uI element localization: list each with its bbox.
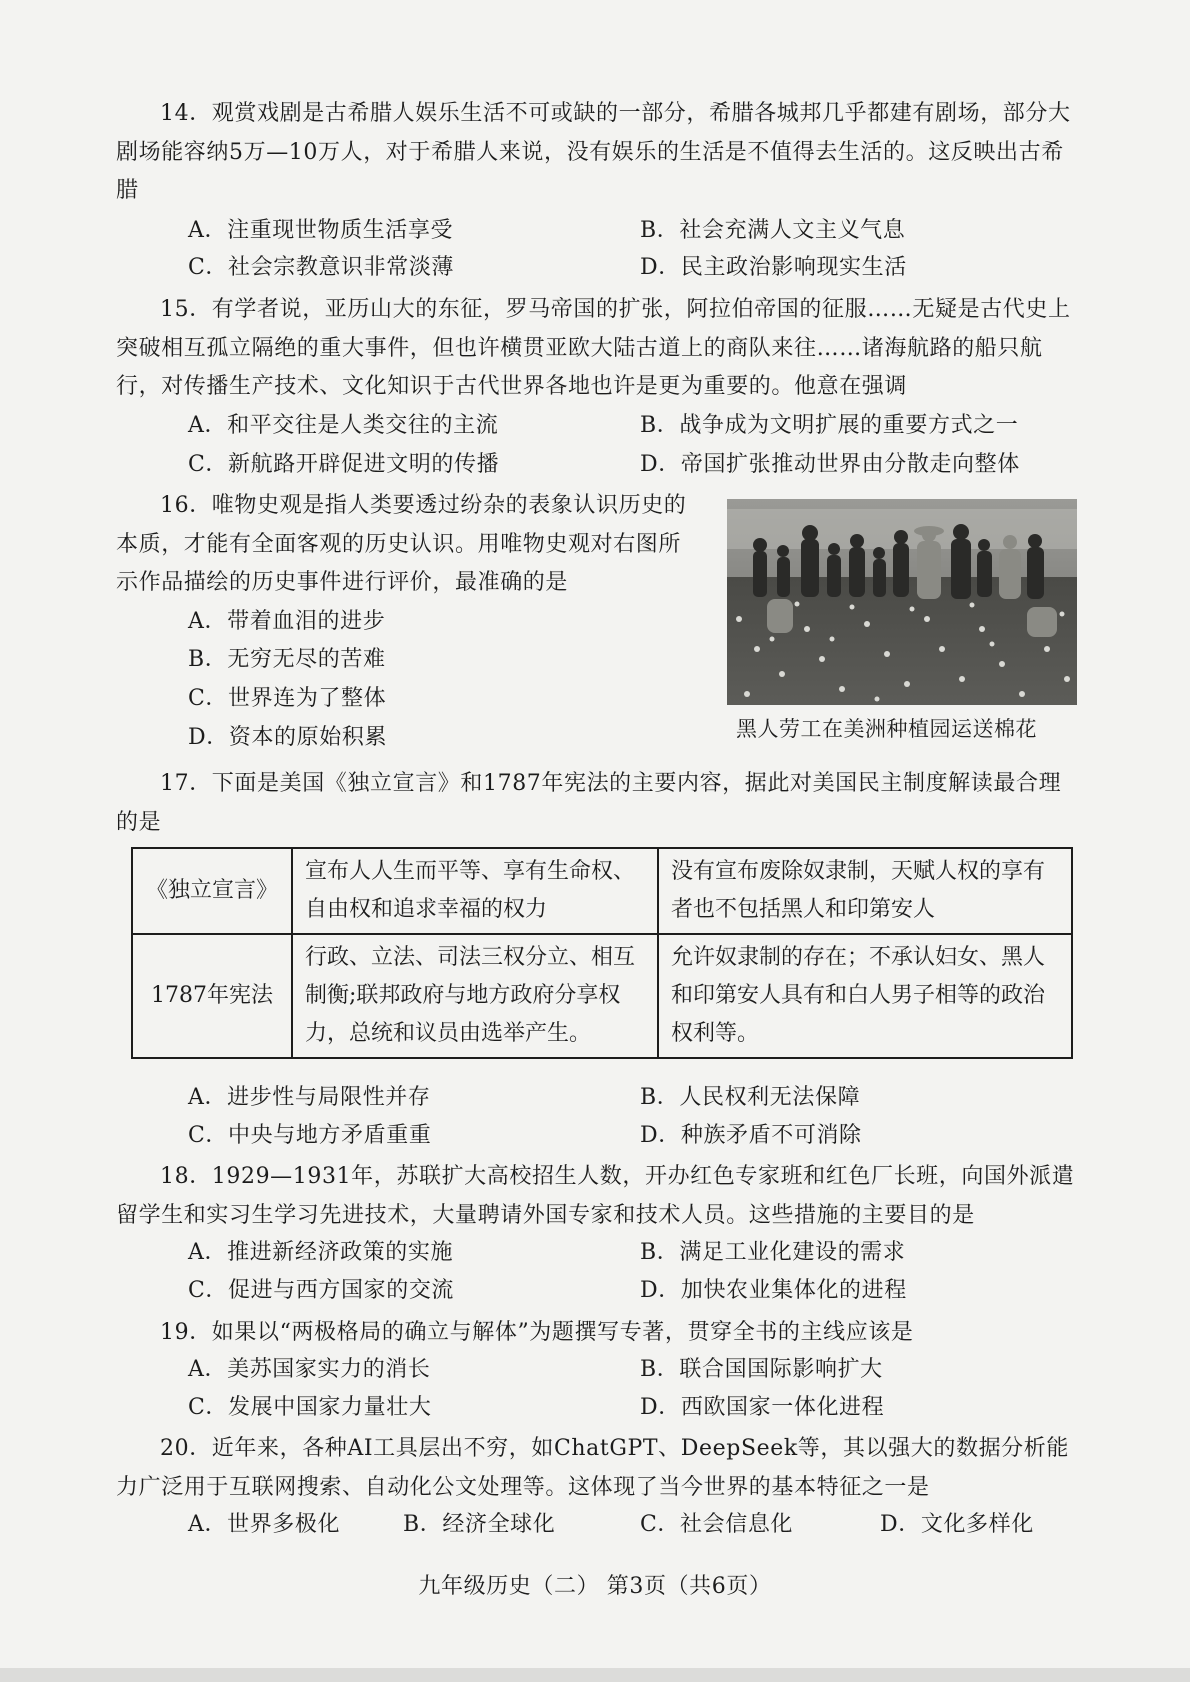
table-row xyxy=(132,934,1072,1058)
question-19 xyxy=(116,1314,1078,1353)
question-20-option-a: A．世界多极化 xyxy=(188,1512,341,1537)
question-17-option-b: B．人民权利无法保障 xyxy=(640,1085,861,1110)
question-16 xyxy=(116,487,696,603)
question-15-option-b: B．战争成为文明扩展的重要方式之一 xyxy=(640,413,1019,438)
question-14-option-b: B．社会充满人文主义气息 xyxy=(640,218,906,243)
table-cell: 宣布人人生而平等、享有生命权、自由权和追求幸福的权力 xyxy=(292,848,658,934)
question-18-option-d: D．加快农业集体化的进程 xyxy=(640,1278,907,1303)
table-row xyxy=(132,848,1072,934)
question-19-option-a: A．美苏国家实力的消长 xyxy=(188,1357,431,1382)
question-15-option-a: A．和平交往是人类交往的主流 xyxy=(188,413,499,438)
comparison-table xyxy=(131,847,1073,1059)
question-14-option-d: D．民主政治影响现实生活 xyxy=(640,255,907,280)
question-17-option-a: A．进步性与局限性并存 xyxy=(188,1085,431,1110)
question-18-stem: 18．1929—1931年，苏联扩大高校招生人数，开办红色专家班和红色厂长班，向国外派遣留学生和实习生学习先进技术，大量聘请外国专家和技术人员。这些措施的主要目的是 xyxy=(116,1164,1075,1228)
question-14-option-c: C．社会宗教意识非常淡薄 xyxy=(188,255,455,280)
question-18-option-a: A．推进新经济政策的实施 xyxy=(188,1240,454,1265)
question-20-option-c: C．社会信息化 xyxy=(640,1512,794,1537)
photo-caption: 黑人劳工在美洲种植园运送棉花 xyxy=(736,717,1037,741)
question-19-option-c: C．发展中国家力量壮大 xyxy=(188,1395,432,1420)
question-17 xyxy=(116,765,1078,842)
table-cell: 行政、立法、司法三权分立、相互制衡;联邦政府与地方政府分享权力，总统和议员由选举产生。 xyxy=(292,934,658,1058)
question-17-option-c: C．中央与地方矛盾重重 xyxy=(188,1123,432,1148)
question-19-stem: 19．如果以“两极格局的确立与解体”为题撰写专著，贯穿全书的主线应该是 xyxy=(160,1320,914,1345)
question-15-option-c: C．新航路开辟促进文明的传播 xyxy=(188,452,500,477)
question-18 xyxy=(116,1158,1078,1235)
question-16-option-b: B．无穷无尽的苦难 xyxy=(188,647,386,672)
scan-edge xyxy=(0,1668,1190,1682)
question-20-stem: 20．近年来，各种AI工具层出不穷，如ChatGPT、DeepSeek等，其以强大的数据分析能力广泛用于互联网搜索、自动化公文处理等。这体现了当今世界的基本特征之一是 xyxy=(116,1436,1069,1500)
page-footer: 九年级历史（二） 第3页（共6页） xyxy=(418,1574,772,1599)
question-15-option-d: D．帝国扩张推动世界由分散走向整体 xyxy=(640,452,1020,477)
table-cell: 允许奴隶制的存在；不承认妇女、黑人和印第安人具有和白人男子相等的政治权利等。 xyxy=(658,934,1072,1058)
question-19-option-b: B．联合国国际影响扩大 xyxy=(640,1357,883,1382)
table-cell: 《独立宣言》 xyxy=(132,848,292,934)
table-cell: 1787年宪法 xyxy=(132,934,292,1058)
question-19-option-d: D．西欧国家一体化进程 xyxy=(640,1395,885,1420)
question-16-stem: 16．唯物史观是指人类要透过纷杂的表象认识历史的本质，才能有全面客观的历史认识。用唯物史观对右图所示作品描绘的历史事件进行评价，最准确的是 xyxy=(116,493,687,595)
question-15 xyxy=(116,291,1078,407)
table-cell: 没有宣布废除奴隶制，天赋人权的享有者也不包括黑人和印第安人 xyxy=(658,848,1072,934)
question-18-option-b: B．满足工业化建设的需求 xyxy=(640,1240,906,1265)
question-16-option-c: C．世界连为了整体 xyxy=(188,686,387,711)
question-17-stem: 17．下面是美国《独立宣言》和1787年宪法的主要内容，据此对美国民主制度解读最合理的是 xyxy=(116,771,1062,835)
cotton-plantation-photo xyxy=(727,499,1077,705)
question-15-stem: 15．有学者说，亚历山大的东征，罗马帝国的扩张，阿拉伯帝国的征服……无疑是古代史上突破相互孤立隔绝的重大事件，但也许横贯亚欧大陆古道上的商队来往……诸海航路的船只航行，对传播生产技术、文化知识于古代世界各地也许是更为重要的。他意在强调 xyxy=(116,297,1071,399)
question-17-option-d: D．种族矛盾不可消除 xyxy=(640,1123,862,1148)
question-16-option-a: A．带着血泪的进步 xyxy=(188,609,386,634)
question-20-option-b: B．经济全球化 xyxy=(403,1512,556,1537)
question-18-option-c: C．促进与西方国家的交流 xyxy=(188,1278,455,1303)
question-20-option-d: D．文化多样化 xyxy=(880,1512,1034,1537)
question-14 xyxy=(116,95,1078,211)
question-20 xyxy=(116,1430,1078,1507)
question-14-stem: 14．观赏戏剧是古希腊人娱乐生活不可或缺的一部分，希腊各城邦几乎都建有剧场，部分大剧场能容纳5万—10万人，对于希腊人来说，没有娱乐的生活是不值得去生活的。这反映出古希腊 xyxy=(116,101,1071,203)
question-14-option-a: A．注重现世物质生活享受 xyxy=(188,218,454,243)
question-16-option-d: D．资本的原始积累 xyxy=(188,725,388,750)
